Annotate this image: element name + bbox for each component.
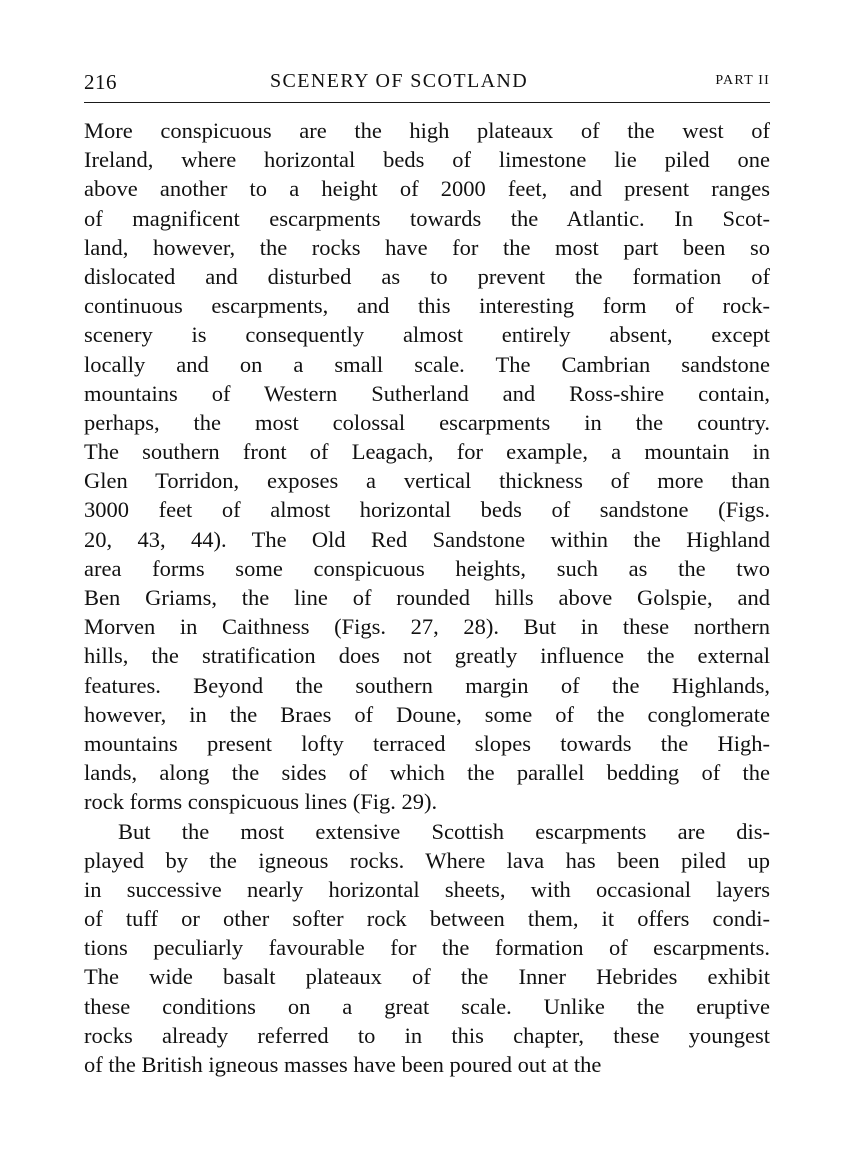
text-line: 3000 feet of almost horizontal beds of sandstone (Figs. — [84, 497, 770, 523]
text-line: tions peculiarly favourable for the formation of escarpments. — [84, 935, 770, 961]
page-number: 216 — [84, 70, 117, 94]
running-header — [84, 66, 770, 100]
text-line: But the most extensive Scottish escarpments are dis- — [118, 818, 770, 844]
part-label: PART II — [715, 73, 770, 88]
text-line: Glen Torridon, exposes a vertical thickness of more than — [84, 468, 770, 494]
text-line: 20, 43, 44). The Old Red Sandstone within the Highland — [84, 526, 770, 552]
text-line: More conspicuous are the high plateaux of the west of — [84, 118, 770, 143]
text-line: however, in the Braes of Doune, some of the conglomerate — [84, 701, 770, 727]
text-line: these conditions on a great scale. Unlike the eruptive — [84, 993, 770, 1019]
text-line: land, however, the rocks have for the most part been so — [84, 234, 770, 260]
text-line: of magnificent escarpments towards the Atlantic. In Scot- — [84, 205, 770, 231]
text-line: area forms some conspicuous heights, such as the two — [84, 555, 770, 581]
text-line: rock forms conspicuous lines (Fig. 29). — [84, 789, 438, 815]
paragraph — [84, 817, 770, 1080]
text-line: in successive nearly horizontal sheets, with occasional layers — [84, 876, 770, 902]
text-line: locally and on a small scale. The Cambrian sandstone — [84, 351, 770, 377]
body-text — [84, 116, 770, 1079]
text-line: dislocated and disturbed as to prevent the formation of — [84, 263, 770, 289]
text-line: perhaps, the most colossal escarpments in the country. — [84, 409, 770, 435]
text-line: mountains of Western Sutherland and Ross-shire contain, — [84, 380, 770, 406]
text-line: mountains present lofty terraced slopes towards the High- — [84, 730, 770, 756]
text-line: Morven in Caithness (Figs. 27, 28). But in these northern — [84, 614, 770, 640]
text-line: lands, along the sides of which the parallel bedding of the — [84, 760, 770, 786]
text-line: Ben Griams, the line of rounded hills above Golspie, and — [84, 585, 770, 610]
text-line: Ireland, where horizontal beds of limestone lie piled one — [84, 147, 770, 173]
text-line: continuous escarpments, and this interesting form of rock- — [84, 293, 770, 319]
text-line: played by the igneous rocks. Where lava has been piled up — [84, 847, 770, 873]
running-title: SCENERY OF SCOTLAND — [270, 70, 529, 92]
text-line: hills, the stratification does not greatly influence the external — [84, 643, 770, 669]
text-line: above another to a height of 2000 feet, and present ranges — [84, 176, 770, 202]
text-line: scenery is consequently almost entirely absent, except — [84, 322, 770, 348]
text-line: The southern front of Leagach, for example, a mountain in — [84, 439, 770, 465]
text-line: of the British igneous masses have been poured out at the — [84, 1052, 602, 1077]
text-line: The wide basalt plateaux of the Inner Hebrides exhibit — [84, 964, 770, 990]
header-rule — [84, 102, 770, 103]
text-line: of tuff or other softer rock between them, it offers condi- — [84, 906, 770, 932]
paragraph — [84, 116, 770, 817]
text-line: rocks already referred to in this chapter, these youngest — [84, 1022, 770, 1048]
text-line: features. Beyond the southern margin of the Highlands, — [84, 672, 770, 698]
